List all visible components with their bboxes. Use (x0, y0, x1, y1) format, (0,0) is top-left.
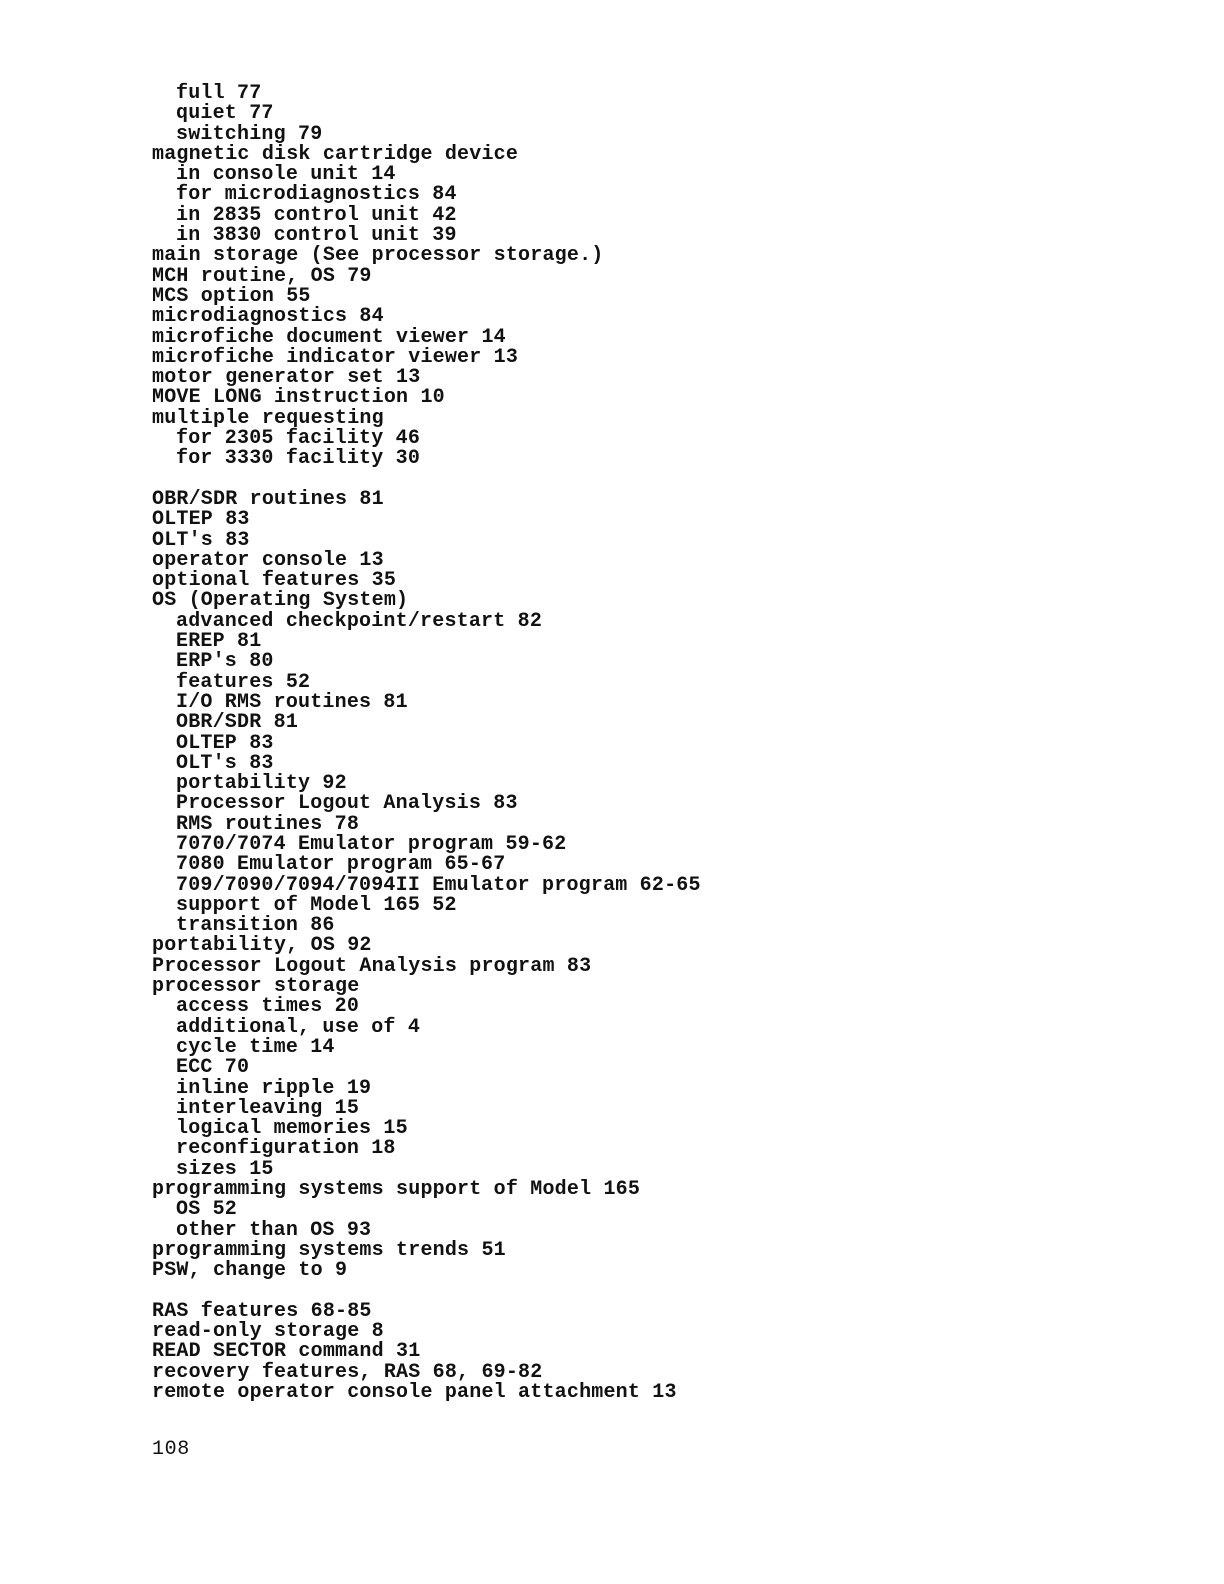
index-entry: PSW, change to 9 (152, 1259, 348, 1283)
index-entry: OS (Operating System) (152, 589, 409, 613)
index-entry: MOVE LONG instruction 10 (152, 386, 445, 410)
index-entry: programming systems support of Model 165 (152, 1178, 641, 1202)
index-entry: programming systems trends 51 (152, 1238, 506, 1262)
index-entry: MCH routine, OS 79 (152, 264, 372, 288)
page-number: 108 (152, 1438, 190, 1461)
index-subentry: logical memories 15 (176, 1117, 408, 1141)
index-subentry: in 2835 control unit 42 (176, 203, 457, 227)
index-subentry: cycle time 14 (176, 1035, 335, 1059)
index-subentry: for 2305 facility 46 (176, 427, 421, 451)
index-subentry: 709/7090/7094/7094II Emulator program 62-65 (176, 873, 701, 897)
index-subentry: inline ripple 19 (176, 1076, 372, 1100)
index-subentry: transition 86 (176, 914, 335, 938)
index-subentry: in console unit 14 (176, 163, 396, 187)
index-subentry: reconfiguration 18 (176, 1137, 396, 1161)
index-entry: OLT's 83 (152, 528, 250, 552)
index-subentry: sizes 15 (176, 1157, 274, 1181)
index-entry: recovery features, RAS 68, 69-82 (152, 1360, 543, 1384)
index-entry: microfiche document viewer 14 (152, 325, 506, 349)
index-subentry: portability 92 (176, 772, 347, 796)
index-subentry: other than OS 93 (176, 1218, 372, 1242)
index-spacer (152, 470, 1132, 490)
index-entry: main storage (See processor storage.) (152, 244, 604, 268)
index-spacer (152, 1282, 1132, 1302)
index-entry: operator console 13 (152, 548, 384, 572)
index-subentry: switching 79 (176, 122, 323, 146)
index-subentry: for microdiagnostics 84 (176, 183, 457, 207)
index-entry: OLTEP 83 (152, 508, 250, 532)
index-entry: microfiche indicator viewer 13 (152, 345, 519, 369)
index-subentry: advanced checkpoint/restart 82 (176, 609, 543, 633)
index-entry: optional features 35 (152, 569, 397, 593)
index-entry: portability, OS 92 (152, 934, 372, 958)
index-entry: magnetic disk cartridge device (152, 142, 519, 166)
index-subentry: support of Model 165 52 (176, 893, 457, 917)
index-entry: remote operator console panel attachment 13 (152, 1381, 677, 1404)
index-subentry: interleaving 15 (176, 1096, 360, 1120)
index-subentry: Processor Logout Analysis 83 (176, 792, 518, 816)
index-subentry: 7080 Emulator program 65-67 (176, 853, 506, 877)
index-subentry: for 3330 facility 30 (176, 447, 421, 471)
index-entry: Processor Logout Analysis program 83 (152, 954, 592, 978)
index-entry: multiple requesting (152, 406, 384, 430)
index-subentry: features 52 (176, 670, 311, 694)
index-entry: processor storage (152, 975, 360, 999)
index-subentry: OLTEP 83 (176, 731, 274, 755)
index-entry: microdiagnostics 84 (152, 305, 384, 329)
index-entry: READ SECTOR command 31 (152, 1340, 421, 1364)
index-entry: read-only storage 8 (152, 1320, 384, 1344)
index-list (152, 84, 1132, 1403)
index-subentry: 7070/7074 Emulator program 59-62 (176, 832, 567, 856)
index-entry: RAS features 68-85 (152, 1299, 372, 1323)
index-subentry: in 3830 control unit 39 (176, 224, 457, 248)
index-subentry: EREP 81 (176, 630, 262, 654)
index-entry: motor generator set 13 (152, 366, 421, 390)
index-subentry: OBR/SDR 81 (176, 711, 299, 735)
index-subentry: I/O RMS routines 81 (176, 690, 408, 714)
index-subentry: OLT's 83 (176, 751, 274, 775)
index-subentry: quiet 77 (176, 102, 274, 126)
index-subentry: additional, use of 4 (176, 1015, 421, 1039)
index-subentry: ECC 70 (176, 1056, 250, 1080)
index-entry: OBR/SDR routines 81 (152, 487, 384, 511)
index-subentry: ERP's 80 (176, 650, 274, 674)
index-entry: MCS option 55 (152, 284, 311, 308)
index-subentry: full 77 (176, 82, 262, 105)
index-subentry: RMS routines 78 (176, 812, 360, 836)
index-subentry: OS 52 (176, 1198, 238, 1222)
index-subentry: access times 20 (176, 995, 360, 1019)
